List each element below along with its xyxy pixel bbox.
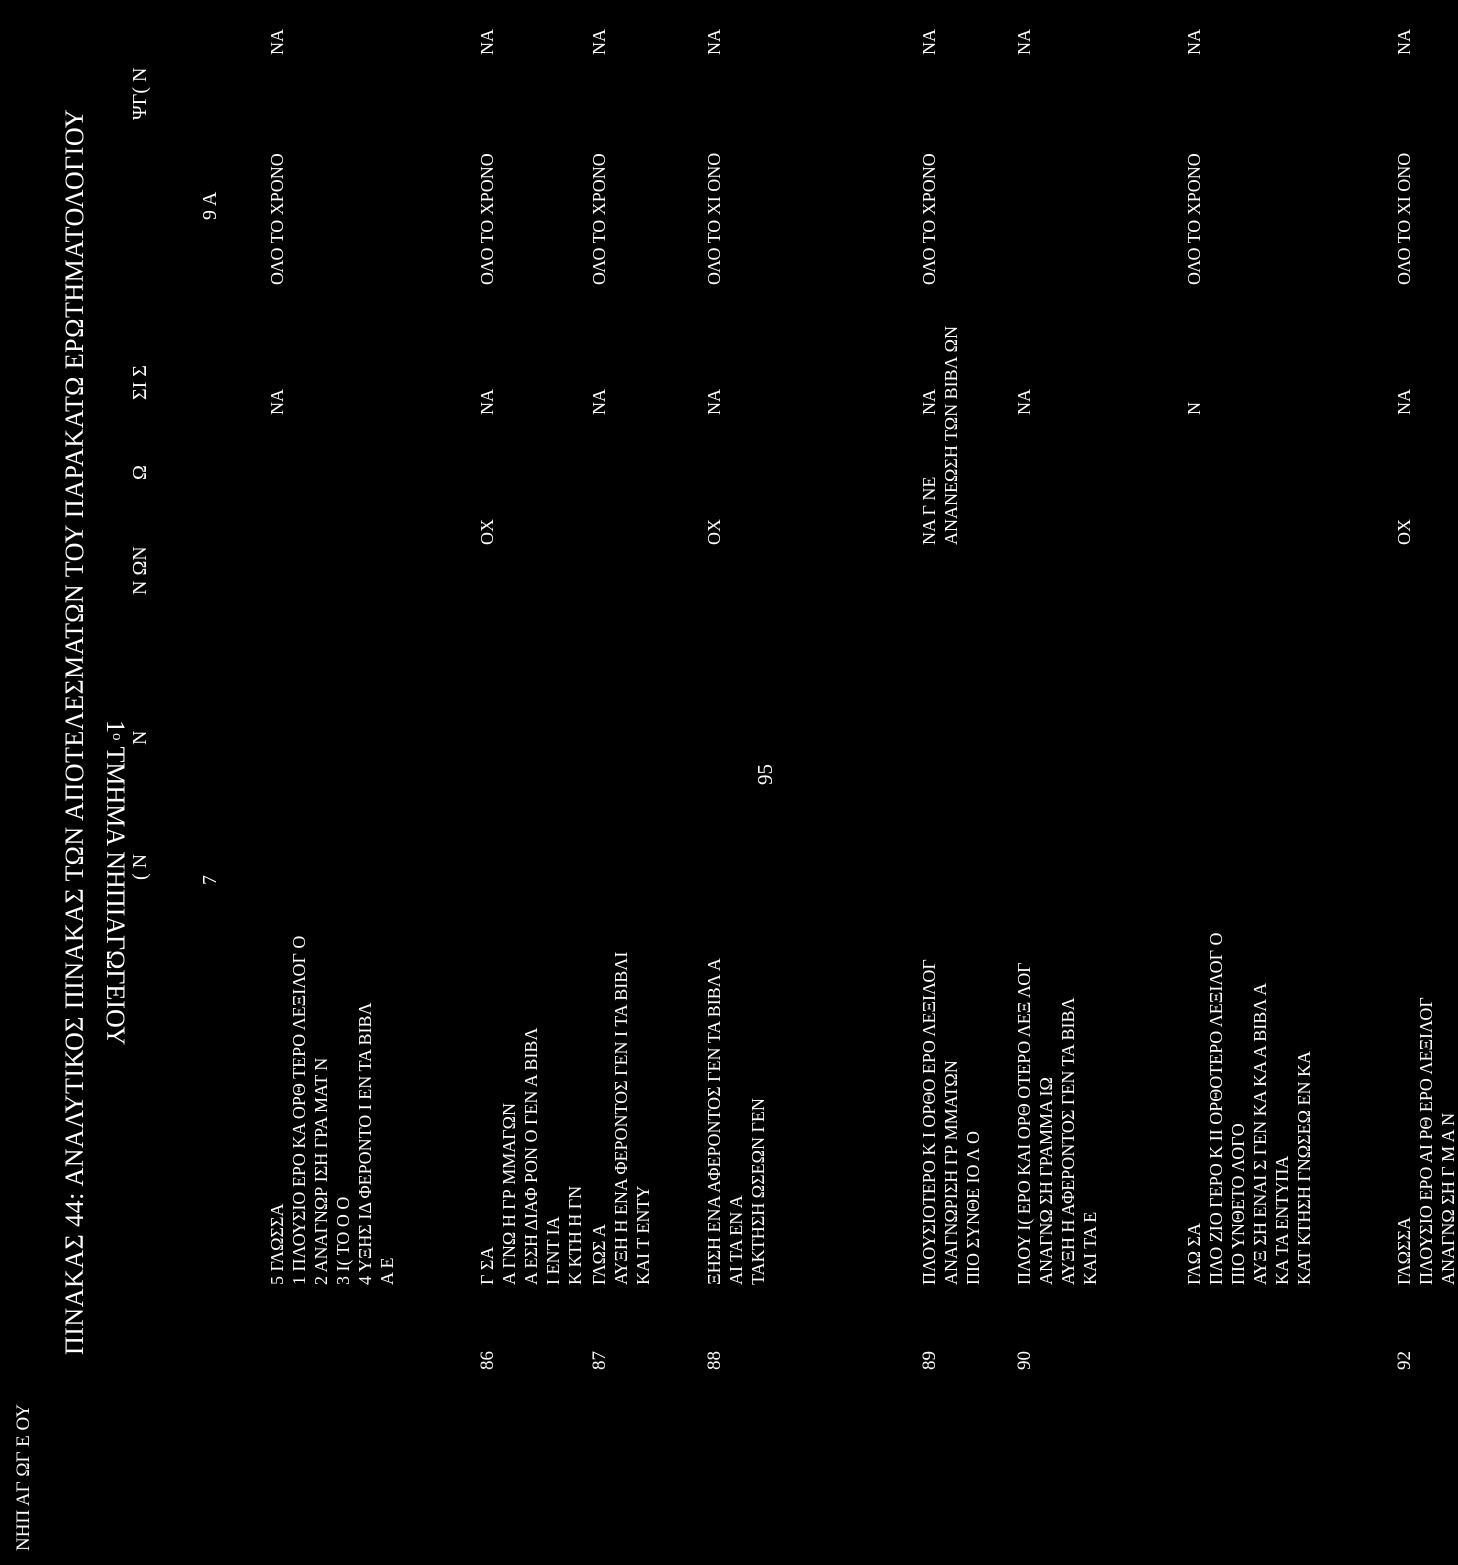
row-line: ΠΛΟΥ Ι( ΕΡΟ ΚΑΙ ΟΡΘ ΟΤΕΡΟ ΛΕΞ ΛΟΓ: [1014, 962, 1034, 1285]
row-value-1: ΝΑ: [477, 389, 497, 415]
row-value-3: ΝΑ: [589, 29, 609, 55]
department-number: 1: [101, 720, 130, 733]
row-value-2: ΟΛΟ ΤΟ ΧΙ ΟΝΟ: [1394, 152, 1414, 285]
header-col-c: Ν: [129, 730, 151, 745]
row-value-3: ΝΑ: [267, 29, 287, 55]
department-text: ΤΜΗΜΑ ΝΗΠΙΑΓΩΓΕΙΟΥ: [101, 746, 130, 1046]
row-value-1: ΝΑ: [1394, 389, 1414, 415]
row-middle-value: ΟΧ: [477, 519, 497, 545]
header-col-f: ΣΙ Σ: [129, 365, 151, 400]
row-line: Α Ε: [377, 1257, 397, 1285]
row-line: 4 ΥΞΗΣ ΙΔ ΦΕΡΟΝΤΟ Ι ΕΝ ΤΑ ΒΙΒΛ: [355, 1002, 375, 1285]
header-col-e: Ω: [129, 465, 151, 480]
row-number: 90: [1014, 1351, 1035, 1370]
row-line: ΠΛΟΥΣΙΟΤΕΡΟ Κ Ι ΟΡΘΟ ΕΡΟ ΛΕΞΙΛΟΓ: [919, 959, 939, 1285]
row-line: Α ΓΝΩ Η ΓΡ ΜΜΑΓΩΝ: [499, 1103, 519, 1285]
row-line: ΚΑΙ Τ ΕΝΤΥ: [633, 1185, 653, 1285]
page-number: 95: [753, 764, 777, 785]
row-line: ΑΝΑΓΝΩ ΣΗ Γ Μ Α Ν: [1438, 1112, 1458, 1285]
row-middle-value: ΑΝΑΝΕΩΣΗ ΤΩΝ ΒΙΒΛ ΩΝ: [941, 325, 961, 545]
row-line: 2 ΑΝΑΓΝΩΡ ΙΣΗ ΓΡΑ ΜΑΤ Ν: [311, 1057, 331, 1285]
row-number: 89: [919, 1351, 940, 1370]
header-number-9a: 9 Α: [199, 191, 221, 220]
row-line: 3 Ι( ΤΟ Ο Ο: [333, 1196, 353, 1285]
row-line: ΓΛΩ ΣΑ: [1184, 1222, 1204, 1285]
row-line: ΑΥΞΗ Η ΑΦΕΡΟΝΤΟΣ ΓΕΝ ΤΑ ΒΙΒΛ: [1058, 997, 1078, 1285]
row-value-2: ΟΛΟ ΤΟ ΧΡΟΝΟ: [267, 153, 287, 285]
row-line: ΚΑΙ ΤΑ Ε: [1080, 1211, 1100, 1285]
row-number: 92: [1394, 1351, 1415, 1370]
row-line: ΤΑΚΤΗΣΗ ΩΣΕΩΝ ΓΕΝ: [748, 1098, 768, 1285]
row-number: 88: [704, 1351, 725, 1370]
row-line: ΠΙΟ ΣΥΝΘΕ ΙΟ Λ Ο: [963, 1130, 983, 1285]
department-note: [90, 720, 130, 1240]
row-line: 5 ΓΛΩΣΣΑ: [267, 1203, 287, 1285]
row-value-1: ΝΑ: [919, 389, 939, 415]
row-value-3: ΝΑ: [704, 29, 724, 55]
row-number: 87: [589, 1351, 610, 1370]
row-value-3: ΝΑ: [1394, 29, 1414, 55]
row-value-1: ΝΑ: [704, 389, 724, 415]
row-line: ΑΝΑΓΝΩ ΣΗ ΓΡΑΜΜΑ ΙΩ: [1036, 1077, 1056, 1285]
row-line: Γ ΣΑ: [477, 1246, 497, 1285]
row-value-3: ΝΑ: [477, 29, 497, 55]
row-line: ΓΛΩΣ Α: [589, 1223, 609, 1285]
row-line: ΑΥΞ ΣΗ ΕΝΑΙ Σ ΓΕΝ ΚΑ ΚΑ Α ΒΙΒΛ Α: [1250, 982, 1270, 1285]
row-value-2: ΟΛΟ ΤΟ ΧΡΟΝΟ: [1184, 153, 1204, 285]
row-line: ΚΑ ΤΑ ΕΝΤΥΠΑ: [1272, 1155, 1292, 1285]
row-value-2: ΟΛΟ ΤΟ ΧΙ ΟΝΟ: [704, 152, 724, 285]
row-value-3: ΝΑ: [1184, 29, 1204, 55]
row-value-3: ΝΑ: [919, 29, 939, 55]
row-line: Ι ΕΝΤ ΙΑ: [543, 1216, 563, 1285]
row-line: Κ ΚΤΗ Η ΓΝ: [565, 1185, 585, 1285]
row-value-1: ΝΑ: [589, 389, 609, 415]
row-value-1: ΝΑ: [267, 389, 287, 415]
row-line: ΠΛΟΥΣΙΟ ΕΡΟ ΑΙ ΡΘ ΕΡΟ ΛΕΞΙΛΟΓ: [1416, 997, 1436, 1285]
row-middle-value: ΟΧ: [1394, 519, 1414, 545]
row-line: ΠΙΟ ΥΝΘΕΤΟ ΛΟΓΟ: [1228, 1123, 1248, 1285]
row-line: 1 ΠΛΟΥΣΙΟ ΕΡΟ ΚΑ ΟΡΘ ΤΕΡΟ ΛΕΞΙΛΟΓ Ο: [289, 935, 309, 1285]
row-value-1: Ν: [1184, 402, 1204, 415]
row-line: ΑΝΑΓΝΩΡΙΣΗ ΓΡ ΜΜΑΤΩΝ: [941, 1060, 961, 1285]
row-number: 86: [477, 1351, 498, 1370]
row-line: ΓΛΩΣΣΑ: [1394, 1216, 1414, 1285]
header-col-a: ΨΓ( Ν: [129, 67, 151, 120]
row-value-2: ΟΛΟ ΤΟ ΧΡΟΝΟ: [477, 153, 497, 285]
page-title: ΠΙΝΑΚΑΣ 44: ΑΝΑΛΥΤΙΚΟΣ ΠΙΝΑΚΑΣ ΤΩΝ ΑΠΟΤΕΛΕΣΜΑΤΩΝ ΤΟΥ ΠΑΡΑΚΑΤΩ ΕΡΩΤΗΜΑΤΟΛΟΓΙΟΥ: [60, 108, 89, 1355]
row-line: ΑΙ ΤΑ ΕΝ Α: [726, 1195, 746, 1285]
row-middle-value: ΟΧ: [704, 519, 724, 545]
row-value-3: ΝΑ: [1014, 29, 1034, 55]
header-col-b: ( Ν: [129, 853, 151, 880]
row-line: ΠΛΟ ΖΙΟ ΓΕΡΟ Κ ΙΙ ΟΡΘΟΤΕΡΟ ΛΕΞΙΛΟΓ Ο: [1206, 932, 1226, 1285]
school-label: ΝΗΠ ΑΓ ΩΓ Ε ΟΥ: [13, 1403, 34, 1551]
row-line: ΚΑΤ ΚΤΗΣΗ ΓΝΩΣΕΩ ΕΝ ΚΑ: [1294, 1051, 1314, 1285]
row-value-1: ΝΑ: [1014, 389, 1034, 415]
row-value-2: ΟΛΟ ΤΟ ΧΡΟΝΟ: [589, 153, 609, 285]
header-number-7: 7: [199, 875, 221, 885]
row-value-2: ΟΛΟ ΤΟ ΧΡΟΝΟ: [919, 153, 939, 285]
row-middle-value: ΝΑ Γ ΝΕ: [919, 476, 939, 545]
department-suffix: ο: [109, 733, 125, 741]
header-col-d: Ν ΩΝ: [129, 546, 151, 595]
row-line: ΑΥΞΗ Η ΕΝΑ ΦΕΡΟΝΤΟΣ ΓΕΝ Ι ΤΑ ΒΙΒΛΙ: [611, 951, 631, 1285]
row-line: Α ΕΣΗ ΔΙΑΦ ΡΟΝ Ο ΓΕΝ Α ΒΙΒΛ: [521, 1027, 541, 1285]
row-line: ΞΗΣΗ ΕΝΑ ΑΦΕΡΟΝΤΟΣ ΓΕΝ ΤΑ ΒΙΒΛ Α: [704, 958, 724, 1285]
